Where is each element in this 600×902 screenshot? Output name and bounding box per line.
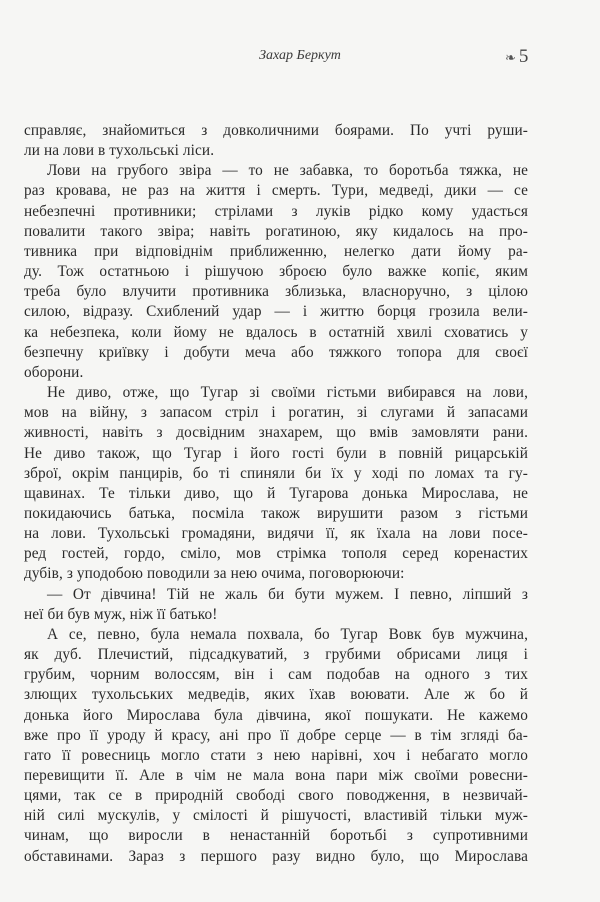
text-line: гато її ровесниць могло стати з нею нарівні, хоч і небагато могло bbox=[24, 746, 528, 764]
text-line: небезпечні противники; стрілами з луків рідко кому удасться bbox=[24, 202, 528, 220]
text-line: ред гостей, гордо, сміло, мов стрімка тополя серед коренастих bbox=[24, 545, 528, 563]
text-line: вже про її уроду й красу, ані про її добре серце — в тім згляді ба- bbox=[24, 726, 528, 744]
text-line: ли на лови в тухольські ліси. bbox=[24, 142, 215, 160]
page-number-block bbox=[505, 46, 528, 68]
text-line: грубим, чорним волоссям, він і сам подобав на одного з тих bbox=[24, 666, 528, 684]
text-line: Не диво, отже, що Тугар зі своїми гістьми вибирався на лови, bbox=[47, 384, 528, 402]
text-line: дубів, з уподобою поводили за нею очима, поговорюючи: bbox=[24, 565, 405, 583]
ornament-icon: ❧ bbox=[505, 50, 516, 65]
text-line: треба було влучити противника зблизька, власноручно, з цілою bbox=[24, 283, 528, 301]
running-title: Захар Беркут bbox=[259, 48, 341, 63]
text-line: на лови. Тухольські громадяни, видячи її, як їхала на лови посе- bbox=[24, 525, 528, 543]
text-line: Лови на грубого звіра — то не забавка, то боротьба тяжка, не bbox=[47, 162, 528, 180]
text-line: силою, відразу. Схиблений удар — і життю борця грозила вели- bbox=[24, 303, 528, 321]
text-line: повалити такого звіра; навіть рогатиною, яку кидалось на про- bbox=[24, 222, 528, 240]
text-line: донька його Мирослава була дівчина, якої пошукати. Не кажемо bbox=[24, 706, 528, 724]
text-line: зброї, окрім панцирів, бо ті спиняли би їх у ході по ломах та гу- bbox=[24, 464, 528, 482]
text-line: чинам, що виросли в ненастанній боротьбі з супротивними bbox=[24, 827, 528, 845]
page-number: 5 bbox=[518, 46, 529, 67]
text-line: неї би був муж, ніж її батько! bbox=[24, 605, 218, 623]
text-line: тивника при відповіднім приближенню, нелегко дати йому ра- bbox=[24, 242, 528, 260]
text-line: Не диво також, що Тугар і його гості були в повній рицарській bbox=[24, 444, 528, 462]
text-line: обставинами. Зараз з першого разу видно було, що Мирослава bbox=[24, 847, 528, 865]
running-header bbox=[0, 46, 600, 72]
text-line: безпечну криївку і добути меча або тяжкого топора для своєї bbox=[24, 343, 528, 361]
text-line: перевищити її. Але в чім не мала вона пари між своїми ровесни- bbox=[24, 767, 528, 784]
text-line: ній силі мускулів, у смілості й рішучості, властивій тільки муж- bbox=[24, 807, 528, 825]
text-line: живності, навіть з досвідним знахарем, що вмів замовляти рани. bbox=[24, 424, 528, 442]
text-line: А се, певно, була немала похвала, бо Тугар Вовк був мужчина, bbox=[47, 625, 528, 643]
text-line: справляє, знайомиться з довколичними боярами. По учті руши- bbox=[24, 122, 528, 139]
text-line: як дуб. Плечистий, підсадкуватий, з грубими обрисами лиця і bbox=[24, 646, 528, 664]
text-line: раз кровава, не раз на життя і смерть. Тури, медведі, дики — се bbox=[24, 182, 528, 200]
text-line: цями, так се в природній свободі свого поводження, в незвичай- bbox=[24, 787, 528, 805]
text-line: ду. Тож остатньою і рішучою зброєю було важке копіє, яким bbox=[24, 263, 528, 281]
text-line: мов на війну, з запасом стріл і рогатин, зі слугами й запасами bbox=[24, 404, 528, 422]
body-text bbox=[24, 121, 528, 867]
text-line: покидаючись батька, посміла також вирушити разом з гістьми bbox=[24, 504, 528, 522]
text-line: — От дівчина! Тій не жаль би бути мужем. І певно, ліпший з bbox=[47, 585, 528, 603]
text-line: щавинах. Те тільки диво, що й Тугарова донька Мирослава, не bbox=[24, 484, 528, 502]
text-line: оборони. bbox=[24, 363, 84, 381]
text-line: злющих тухольських медведів, яких їхав воювати. Але ж бо й bbox=[24, 686, 528, 704]
text-line: ка небезпека, коли йому не вдалось в остатній хвилі сховатись у bbox=[24, 323, 528, 341]
